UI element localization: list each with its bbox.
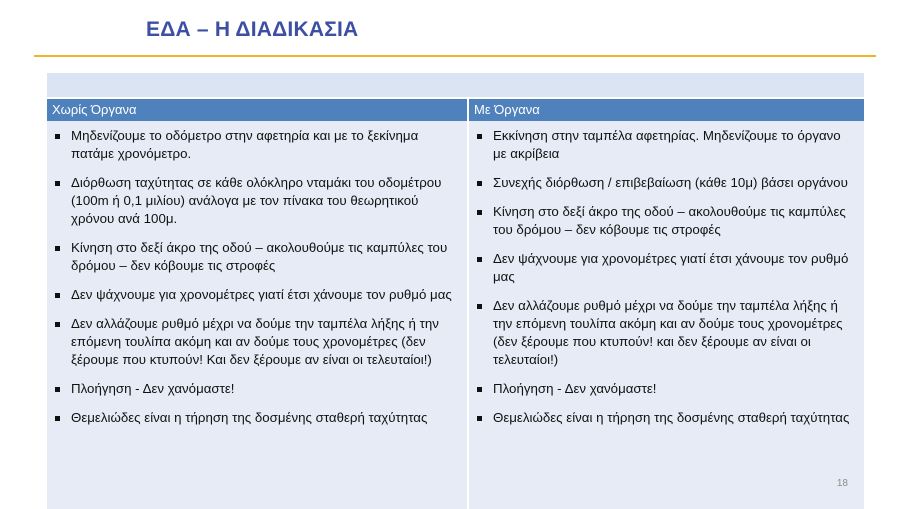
square-bullet-icon <box>55 134 60 139</box>
list-item-text: Πλοήγηση - Δεν χανόμαστε! <box>493 381 657 396</box>
square-bullet-icon <box>55 322 60 327</box>
list-item <box>475 380 856 398</box>
square-bullet-icon <box>55 293 60 298</box>
list-item <box>53 409 459 427</box>
list-item-text: Κίνηση στο δεξί άκρο της οδού – ακολουθούμε τις καμπύλες του δρόμου – δεν κόβουμε τις στροφές <box>71 240 448 273</box>
square-bullet-icon <box>477 134 482 139</box>
list-item-text: Συνεχής διόρθωση / επιβεβαίωση (κάθε 10μ) βάσει οργάνου <box>493 175 848 190</box>
list-item <box>53 174 459 228</box>
square-bullet-icon <box>55 416 60 421</box>
list-item-text: Πλοήγηση - Δεν χανόμαστε! <box>71 381 235 396</box>
square-bullet-icon <box>477 416 482 421</box>
list-item <box>475 250 856 286</box>
list-item-text: Δεν αλλάζουμε ρυθμό μέχρι να δούμε την ταμπέλα λήξης ή την επόμενη τουλίπα ακόμη και αν δούμε τους χρονομέτρες (δεν ξέρουμε που κτυπούν! Και δεν ξέρουμε αν είναι οι τελευταίοι!) <box>71 316 439 367</box>
square-bullet-icon <box>477 304 482 309</box>
square-bullet-icon <box>55 246 60 251</box>
list-item <box>475 127 856 163</box>
square-bullet-icon <box>55 181 60 186</box>
square-bullet-icon <box>477 210 482 215</box>
header-without-instruments: Χωρίς Όργανα <box>47 99 467 121</box>
header-with-instruments: Με Όργανα <box>467 99 864 121</box>
list-item-text: Εκκίνηση στην ταμπέλα αφετηρίας. Μηδενίζουμε το όργανο με ακρίβεια <box>493 128 841 161</box>
bullet-list-with-instruments <box>475 127 856 427</box>
list-item-text: Δεν ψάχνουμε για χρονομέτρες γιατί έτσι χάνουμε τον ρυθμό μας <box>493 251 849 284</box>
cell-without-instruments <box>47 121 467 509</box>
list-item-text: Διόρθωση ταχύτητας σε κάθε ολόκληρο νταμάκι του οδομέτρου (100m ή 0,1 μιλίου) ανάλογα με τον πίνακα του θεωρητικού χρόνου ανά 100μ. <box>71 175 442 226</box>
list-item <box>475 297 856 369</box>
square-bullet-icon <box>477 387 482 392</box>
table-header-row <box>47 99 864 121</box>
list-item-text: Μηδενίζουμε το οδόμετρο στην αφετηρία και με το ξεκίνημα πατάμε χρονόμετρο. <box>71 128 419 161</box>
list-item <box>53 286 459 304</box>
list-item <box>53 315 459 369</box>
title-divider <box>34 55 876 57</box>
square-bullet-icon <box>477 257 482 262</box>
list-item <box>53 380 459 398</box>
list-item-text: Θεμελιώδες είναι η τήρηση της δοσμένης σταθερή ταχύτητας <box>71 410 428 425</box>
page-number: 18 <box>836 478 848 489</box>
list-item <box>475 203 856 239</box>
list-item-text: Θεμελιώδες είναι η τήρηση της δοσμένης σταθερή ταχύτητας <box>493 410 850 425</box>
table-body-row <box>47 121 864 509</box>
slide-title: ΕΔΑ – Η ΔΙΑΔΙΚΑΣΙΑ <box>146 18 359 41</box>
list-item-text: Δεν αλλάζουμε ρυθμό μέχρι να δούμε την ταμπέλα λήξης ή την επόμενη τουλίπα ακόμη και αν δούμε τους χρονομέτρες (δεν ξέρουμε που κτυπούν! και δεν ξέρουμε αν είναι οι τελευταίοι!) <box>493 298 843 367</box>
bullet-list-without-instruments <box>53 127 459 427</box>
list-item-text: Κίνηση στο δεξί άκρο της οδού – ακολουθούμε τις καμπύλες του δρόμου – δεν κόβουμε τις στροφές <box>493 204 846 237</box>
list-item <box>475 409 856 427</box>
table-top-band <box>47 73 864 99</box>
square-bullet-icon <box>477 181 482 186</box>
list-item <box>53 127 459 163</box>
comparison-table <box>47 73 864 509</box>
list-item-text: Δεν ψάχνουμε για χρονομέτρες γιατί έτσι χάνουμε τον ρυθμό μας <box>71 287 452 302</box>
square-bullet-icon <box>55 387 60 392</box>
cell-with-instruments <box>467 121 864 509</box>
list-item <box>53 239 459 275</box>
list-item <box>475 174 856 192</box>
